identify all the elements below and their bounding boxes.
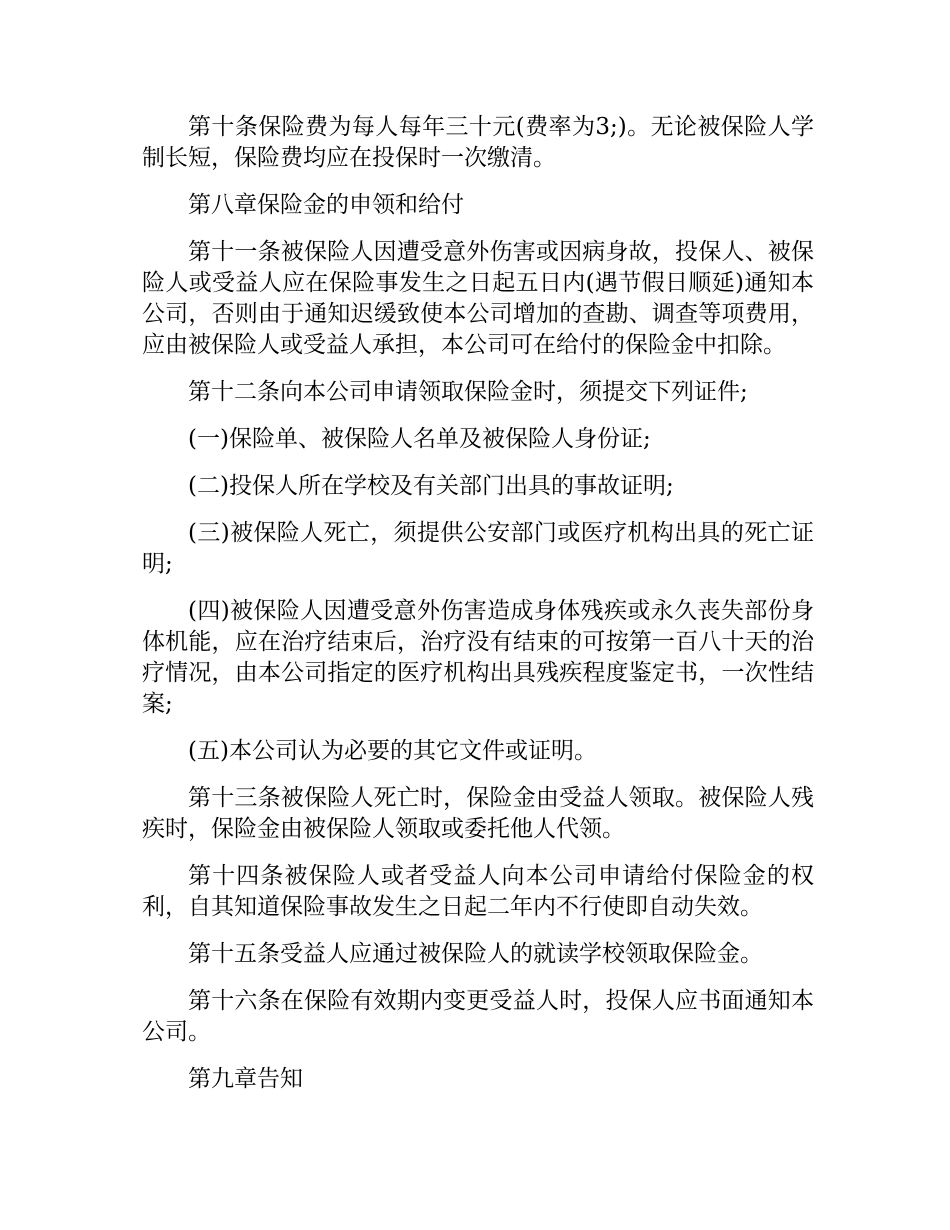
paragraph-article-14: 第十四条被保险人或者受益人向本公司申请给付保险金的权利，自其知道保险事故发生之日起二年内不行使即自动失效。	[142, 863, 814, 920]
list-item-4: (四)被保险人因遭受意外伤害造成身体残疾或永久丧失部份身体机能，应在治疗结束后，治疗没有结束的可按第一百八十天的治疗情况，由本公司指定的医疗机构出具残疾程度鉴定书，一次性结案;	[142, 598, 814, 717]
paragraph-article-13: 第十三条被保险人死亡时，保险金由受益人领取。被保险人残疾时，保险金由被保险人领取或委托他人代领。	[142, 785, 814, 842]
list-item-5: (五)本公司认为必要的其它文件或证明。	[188, 738, 597, 764]
paragraph-article-10: 第十条保险费为每人每年三十元(费率为3;)。无论被保险人学制长短，保险费均应在投保时一次缴清。	[142, 114, 814, 171]
chapter-8-heading: 第八章保险金的申领和给付	[188, 192, 464, 218]
paragraph-article-16: 第十六条在保险有效期内变更受益人时，投保人应书面通知本公司。	[142, 988, 814, 1045]
list-item-1: (一)保险单、被保险人名单及被保险人身份证;	[188, 426, 651, 452]
paragraph-article-11: 第十一条被保险人因遭受意外伤害或因病身故，投保人、被保险人或受益人应在保险事发生之日起五日内(遇节假日顺延)通知本公司，否则由于通知迟缓致使本公司增加的查勘、调查等项费用，应由被保险人或受益人承担，本公司可在给付的保险金中扣除。	[142, 239, 814, 358]
list-item-2: (二)投保人所在学校及有关部门出具的事故证明;	[188, 473, 674, 499]
chapter-9-heading: 第九章告知	[188, 1066, 303, 1092]
paragraph-article-12: 第十二条向本公司申请领取保险金时，须提交下列证件;	[188, 379, 748, 405]
paragraph-article-15: 第十五条受益人应通过被保险人的就读学校领取保险金。	[188, 941, 763, 967]
document-page	[142, 112, 814, 1111]
list-item-3: (三)被保险人死亡，须提供公安部门或医疗机构出具的死亡证明;	[142, 520, 814, 577]
